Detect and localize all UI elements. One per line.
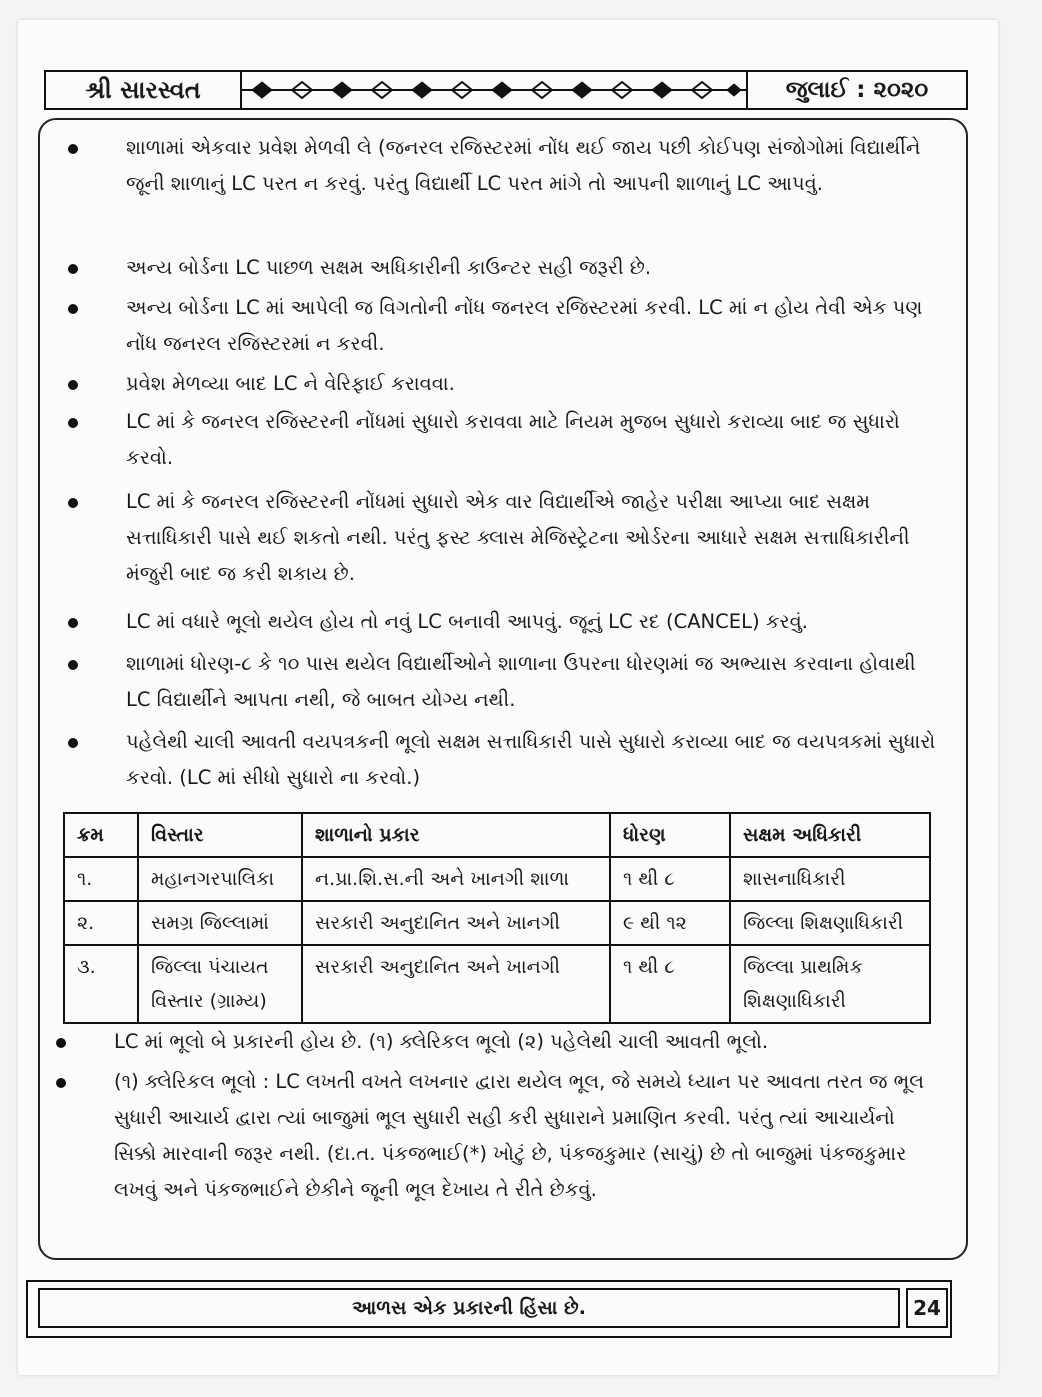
bullet-dot [68,418,78,428]
table-row [64,901,930,945]
bullet-dot [56,1078,66,1088]
bullet-dot [68,264,78,274]
bullet-dot [68,304,78,314]
bullet-dot [68,380,78,390]
table-cell: સરકારી અનુદાનિત અને ખાનગી [302,945,610,1023]
footer-motto: આળસ એક પ્રકારની હિંસા છે. [38,1288,900,1328]
bullet-item: LC માં કે જનરલ રજિસ્ટરની નોંધમાં સુધારો એક વાર વિદ્યાર્થીએ જાહેર પરીક્ષા આપ્યા બાદ સક્ષમ સત્તાધિકારી પાસે થઈ શકતો નથી. પરંતુ ફસ્ટ ક્લાસ મેજિસ્ટ્રેટના ઓર્ડરના આધારે સક્ષમ સત્તાધિકારીની મંજુરી બાદ જ કરી શકાય છે. [54,484,944,592]
bullet-item: પ્રવેશ મેળવ્યા બાદ LC ને વેરિફાઈ કરાવવા. [54,366,944,402]
bullet-item: અન્ય બોર્ડના LC પાછળ સક્ષમ અધિકારીની કાઉન્ટર સહી જરૂરી છે. [54,250,944,286]
page-number: 24 [906,1288,948,1328]
bullet-item: શાળામાં ધોરણ-૮ કે ૧૦ પાસ થયેલ વિદ્યાર્થીઓને શાળાના ઉપરના ધોરણમાં જ અભ્યાસ કરવાના હોવાથી LC વિદ્યાર્થીને આપતા નથી, જે બાબત યોગ્ય નથી. [54,646,944,718]
table-cell: સરકારી અનુદાનિત અને ખાનગી [302,901,610,945]
column-header: ક્રમ [64,813,138,857]
bullet-dot [68,144,78,154]
table-cell: જિલ્લા શિક્ષણાધિકારી [730,901,930,945]
bullet-item: LC માં કે જનરલ રજિસ્ટરની નોંધમાં સુધારો કરાવવા માટે નિયમ મુજબ સુધારો કરાવ્યા બાદ જ સુધારો કરવો. [54,404,944,476]
table-header-row [64,813,930,857]
bullet-dot [56,1038,66,1048]
bullet-dot [68,660,78,670]
bullet-item: LC માં ભૂલો બે પ્રકારની હોય છે. (૧) ક્લેરિકલ ભૂલો (૨) પહેલેથી ચાલી આવતી ભૂલો. [42,1024,942,1060]
bullet-item: પહેલેથી ચાલી આવતી વયપત્રકની ભૂલો સક્ષમ સત્તાધિકારી પાસે સુધારો કરાવ્યા બાદ જ વયપત્રકમાં સુધારો કરવો. (LC માં સીધો સુધારો ના કરવો.) [54,724,944,796]
column-header: ધોરણ [610,813,730,857]
bullet-item: અન્ય બોર્ડના LC માં આપેલી જ વિગતોની નોંધ જનરલ રજિસ્ટરમાં કરવી. LC માં ન હોય તેવી એક પણ નોંધ જનરલ રજિસ્ટરમાં ન કરવી. [54,290,944,362]
bullet-dot [68,498,78,508]
table-cell: ૧ થી ૮ [610,857,730,901]
table-cell: ૧. [64,857,138,901]
column-header: સક્ષમ અધિકારી [730,813,930,857]
table-cell: ન.પ્રા.શિ.સ.ની અને ખાનગી શાળા [302,857,610,901]
table-cell: જિલ્લા પ્રાથમિક શિક્ષણાધિકારી [730,945,930,1023]
page-footer [26,1280,952,1338]
bullet-item: LC માં વધારે ભૂલો થયેલ હોય તો નવું LC બનાવી આપવું. જૂનું LC રદ (CANCEL) કરવું. [54,604,944,640]
table-cell: જિલ્લા પંચાયત વિસ્તાર (ગ્રામ્ય) [138,945,302,1023]
magazine-title: શ્રી સારસ્વત [46,72,242,108]
bullet-item: (૧) ક્લેરિકલ ભૂલો : LC લખતી વખતે લખનાર દ્વારા થયેલ ભૂલ, જે સમયે ધ્યાન પર આવતા તરત જ ભૂલ સુધારી આચાર્ય દ્વારા ત્યાં બાજુમાં ભૂલ સુધારી સહી કરી સુધારાને પ્રમાણિત કરવી. પરંતુ ત્યાં આચાર્યનો સિક્કો મારવાની જરૂર નથી. (દા.ત. પંકજભાઈ(*) ખોટું છે, પંકજકુમાર (સાચું) છે તો બાજુમાં પંકજકુમાર લખવું અને પંકજભાઈને છેકીને જૂની ભૂલ દેખાય તે રીતે છેકવું. [42,1064,942,1208]
table-cell: ૧ થી ૮ [610,945,730,1023]
table-cell: સમગ્ર જિલ્લામાં [138,901,302,945]
issue-date: જુલાઈ : ૨૦૨૦ [746,72,966,108]
bullet-dot [68,618,78,628]
table-row [64,857,930,901]
column-header: વિસ્તાર [138,813,302,857]
table-cell: ૯ થી ૧૨ [610,901,730,945]
column-header: શાળાનો પ્રકાર [302,813,610,857]
table-cell: શાસનાધિકારી [730,857,930,901]
authority-table [63,812,931,1024]
ornament-graphic [242,72,746,108]
table-cell: મહાનગરપાલિકા [138,857,302,901]
bullet-dot [68,738,78,748]
table-cell: ૨. [64,901,138,945]
bullet-item: શાળામાં એકવાર પ્રવેશ મેળવી લે (જનરલ રજિસ્ટરમાં નોંધ થઈ જાય પછી કોઈપણ સંજોગોમાં વિદ્યાર્થીને જૂની શાળાનું LC પરત ન કરવું. પરંતુ વિદ્યાર્થી LC પરત માંગે તો આપની શાળાનું LC આપવું. [54,130,944,202]
table-cell: ૩. [64,945,138,1023]
page-header [44,70,968,110]
header-ornament [242,72,746,108]
table-row [64,945,930,1023]
